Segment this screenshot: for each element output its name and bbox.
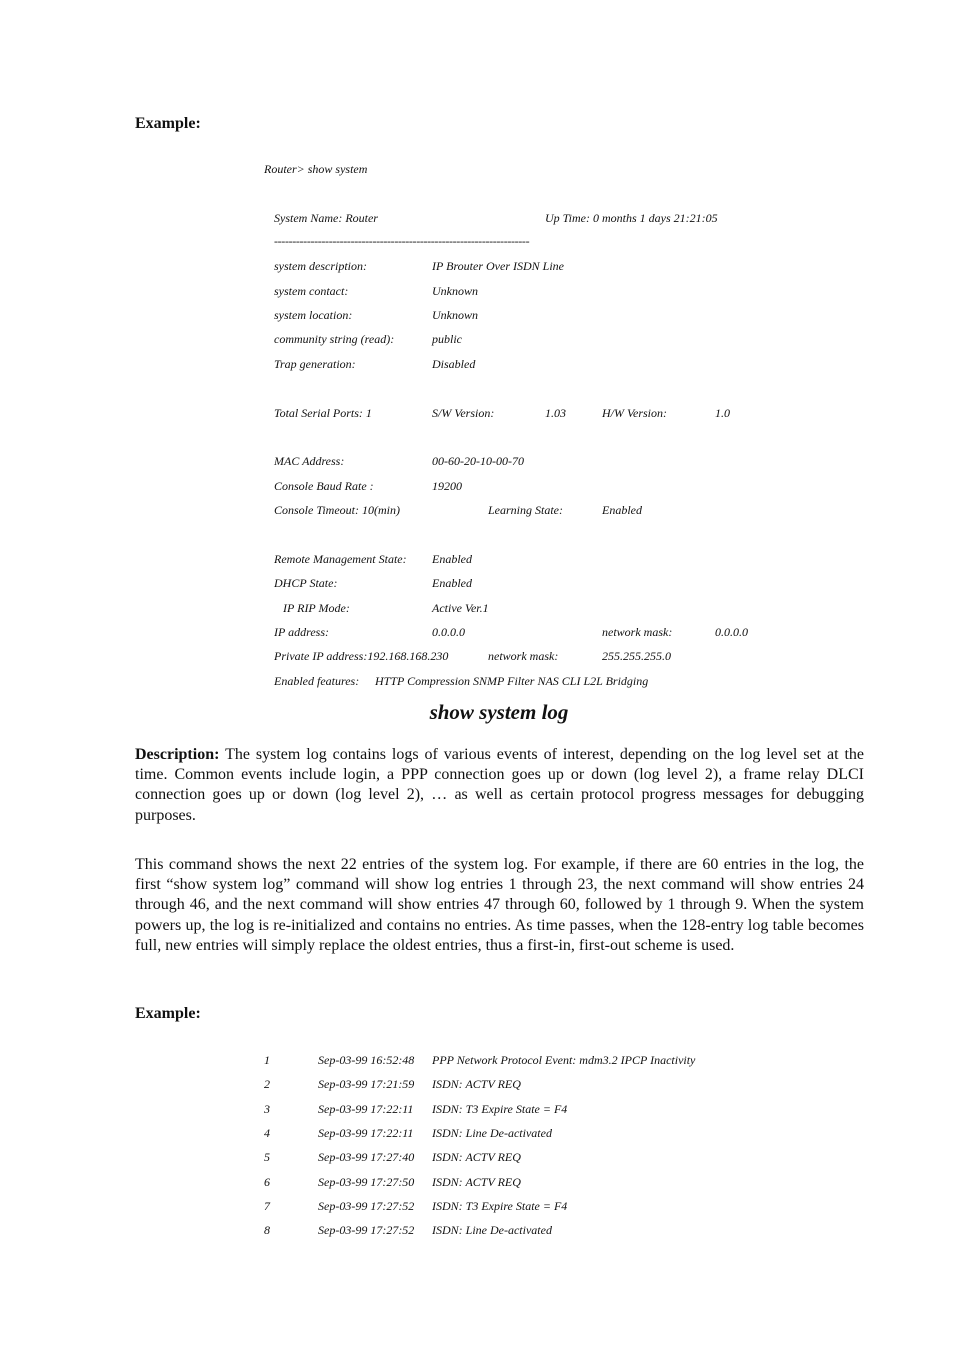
field-label: H/W Version: (602, 406, 667, 420)
field-label: Remote Management State: (274, 552, 407, 566)
example-heading: Example: (135, 1005, 201, 1022)
separator-line: ---------------------------------------------------------------------- (274, 234, 530, 248)
log-message: ISDN: T3 Expire State = F4 (432, 1199, 568, 1213)
field-value: 0.0.0.0 (432, 625, 465, 639)
field-label: Private IP address:192.168.168.230 (274, 649, 449, 663)
field-value: public (432, 332, 462, 346)
field-value: HTTP Compression SNMP Filter NAS CLI L2L Bridging (375, 674, 649, 688)
field-label: Total Serial Ports: 1 (274, 406, 372, 420)
log-message: ISDN: Line De-activated (432, 1223, 552, 1237)
log-time: Sep-03-99 17:22:11 (318, 1126, 414, 1140)
log-index: 7 (264, 1199, 270, 1213)
description-text: The system log contains logs of various events of interest, depending on the log level set at the time. Common events include login, a PPP connection goes up or down (log level 2), a frame relay DLCI connection goes up or down (log level 2), … as well as certain protocol progress messages for debugging purposes. (135, 746, 864, 824)
log-message: ISDN: ACTV REQ (432, 1150, 521, 1164)
field-label: IP RIP Mode: (283, 601, 350, 615)
field-label: network mask: (602, 625, 673, 639)
log-index: 2 (264, 1077, 270, 1091)
log-message: ISDN: T3 Expire State = F4 (432, 1102, 568, 1116)
field-value: Active Ver.1 (432, 601, 489, 615)
log-time: Sep-03-99 17:27:52 (318, 1223, 415, 1237)
log-index: 6 (264, 1175, 270, 1189)
description-paragraph (135, 745, 864, 826)
field-label: Enabled features: (274, 674, 360, 688)
log-message: PPP Network Protocol Event: mdm3.2 IPCP Inactivity (432, 1053, 696, 1067)
log-message: ISDN: Line De-activated (432, 1126, 552, 1140)
field-label: network mask: (488, 649, 559, 663)
command-line: Router> show system (264, 162, 368, 176)
log-message: ISDN: ACTV REQ (432, 1175, 521, 1189)
field-value: Enabled (432, 552, 472, 566)
log-time: Sep-03-99 17:27:40 (318, 1150, 415, 1164)
field-label: Console Baud Rate : (274, 479, 374, 493)
field-label: community string (read): (274, 332, 395, 346)
field-label: DHCP State: (274, 576, 338, 590)
system-name: System Name: Router (274, 211, 378, 225)
field-value: Enabled (602, 503, 642, 517)
field-value: 1.0 (715, 406, 730, 420)
field-label: Learning State: (488, 503, 563, 517)
log-time: Sep-03-99 16:52:48 (318, 1053, 415, 1067)
field-label: system contact: (274, 284, 349, 298)
field-value: 1.03 (545, 406, 566, 420)
log-message: ISDN: ACTV REQ (432, 1077, 521, 1091)
field-label: Trap generation: (274, 357, 356, 371)
field-value: 19200 (432, 479, 462, 493)
field-label: Console Timeout: 10(min) (274, 503, 400, 517)
field-value: 0.0.0.0 (715, 625, 748, 639)
log-index: 5 (264, 1150, 270, 1164)
example-heading: Example: (135, 115, 201, 132)
log-index: 1 (264, 1053, 270, 1067)
log-time: Sep-03-99 17:27:50 (318, 1175, 415, 1189)
field-label: IP address: (274, 625, 329, 639)
field-label: system description: (274, 259, 367, 273)
log-time: Sep-03-99 17:27:52 (318, 1199, 415, 1213)
field-value: Unknown (432, 308, 478, 322)
log-time: Sep-03-99 17:22:11 (318, 1102, 414, 1116)
field-value: Enabled (432, 576, 472, 590)
log-index: 4 (264, 1126, 270, 1140)
log-index: 8 (264, 1223, 270, 1237)
field-value: 255.255.255.0 (602, 649, 671, 663)
field-value: IP Brouter Over ISDN Line (432, 259, 564, 273)
field-value: Unknown (432, 284, 478, 298)
body-paragraph: This command shows the next 22 entries of the system log. For example, if there are 60 entries in the log, the first “show system log” command will show log entries 1 through 23, the next command will show entries 24 through 46, and the next command will show entries 47 through 60, followed by 1 through 9. When the system powers up, the log is re-initialized and contains no entries. As time passes, when the 128-entry log table becomes full, new entries will simply replace the oldest entries, thus a first-in, first-out scheme is used. (135, 856, 864, 954)
description-label: Description: (135, 746, 220, 763)
field-label: S/W Version: (432, 406, 495, 420)
field-value: Disabled (432, 357, 476, 371)
log-time: Sep-03-99 17:21:59 (318, 1077, 415, 1091)
field-value: 00-60-20-10-00-70 (432, 454, 524, 468)
field-label: MAC Address: (274, 454, 345, 468)
field-label: system location: (274, 308, 353, 322)
uptime: Up Time: 0 months 1 days 21:21:05 (545, 211, 718, 225)
section-title: show system log (429, 700, 569, 724)
log-index: 3 (264, 1102, 270, 1116)
